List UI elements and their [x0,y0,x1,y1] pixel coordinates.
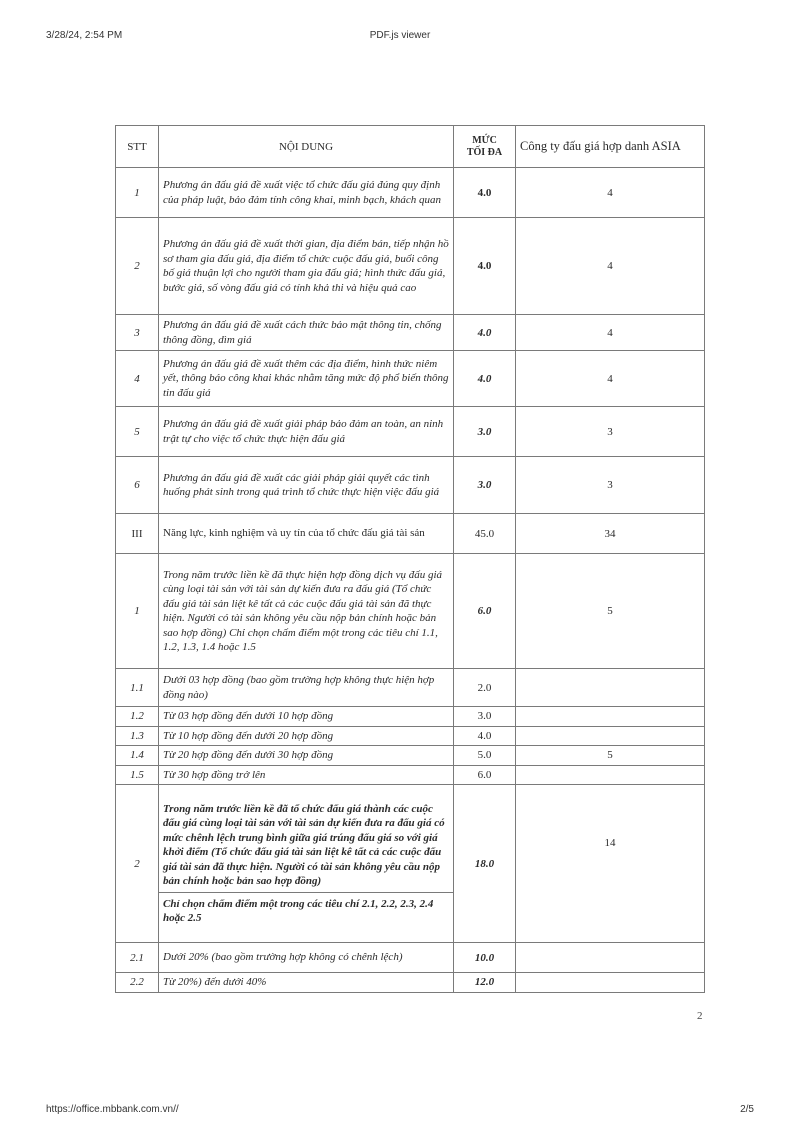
header-max-line1: MỨC [472,134,497,146]
table-row [116,765,705,785]
row-max: 6.0 [454,554,516,669]
row-stt: 1 [116,168,159,218]
row-stt: 2.2 [116,973,159,993]
row-stt: 2 [116,218,159,315]
row-stt: III [116,514,159,554]
page-url: https://office.mbbank.com.vn// [46,1104,179,1115]
table-row [116,746,705,766]
row-stt: 1.1 [116,669,159,707]
row-stt: 1.3 [116,726,159,746]
row-score: 5 [516,746,705,766]
row-content: Từ 03 hợp đồng đến dưới 10 hợp đồng [159,707,454,727]
document-page-number: 2 [697,1010,703,1022]
row-stt: 1.4 [116,746,159,766]
table-row [116,351,705,407]
row-score [516,973,705,993]
row-stt: 2.1 [116,943,159,973]
page-count: 2/5 [740,1104,754,1115]
table-row-section [116,514,705,554]
row-content: Trong năm trước liền kề đã tổ chức đấu giá thành các cuộc đấu giá cùng loại tài sản với tài sản dự kiến đưa ra đấu giá có mức chênh lệch trung bình giữa giá trúng đấu giá so với giá khởi điểm (Tổ chức đấu giá tài sản liệt kê tất cả các cuộc đấu giá tài sản đã thực hiện. Người có tài sản không yêu cầu nộp bản chính hoặc bản sao hợp đồng) [163,802,445,887]
row-score [516,765,705,785]
row-content-cell [159,785,454,943]
header-max-score [454,126,516,168]
row-content: Phương án đấu giá đề xuất việc tổ chức đấu giá đúng quy định của pháp luật, bảo đảm tính công khai, minh bạch, khách quan [159,168,454,218]
row-content: Phương án đấu giá đề xuất cách thức bảo mật thông tin, chống thông đồng, dìm giá [159,315,454,351]
row-score: 5 [516,554,705,669]
table-row [116,457,705,514]
row-note: Chỉ chọn chấm điểm một trong các tiêu chí 2.1, 2.2, 2.3, 2.4 hoặc 2.5 [159,892,453,929]
row-content: Trong năm trước liền kề đã thực hiện hợp đồng dịch vụ đấu giá cùng loại tài sản với tài sản dự kiến đưa ra đấu giá (Tổ chức đấu giá tài sản liệt kê tất cả các cuộc đấu giá tài sản đã thực hiện. Người có tài sản không yêu cầu nộp bản chính hoặc bản sao hợp đồng) Chỉ chọn chấm điểm một trong các tiêu chí 1.1, 1.2, 1.3, 1.4 hoặc 1.5 [159,554,454,669]
row-score [516,707,705,727]
row-content: Phương án đấu giá đề xuất giải pháp bảo đảm an toàn, an ninh trật tự cho việc tổ chức thực hiện đấu giá [159,407,454,457]
row-stt: 1 [116,554,159,669]
print-datetime: 3/28/24, 2:54 PM [46,30,123,41]
table-row [116,726,705,746]
row-max: 3.0 [454,707,516,727]
row-stt: 2 [116,785,159,943]
table-header-row [116,126,705,168]
viewer-title: PDF.js viewer [369,30,431,41]
table-row [116,707,705,727]
row-max: 10.0 [454,943,516,973]
row-score: 4 [516,218,705,315]
row-content: Phương án đấu giá đề xuất các giải pháp giải quyết các tình huống phát sinh trong quá trình tổ chức thực hiện việc đấu giá [159,457,454,514]
row-score: 3 [516,457,705,514]
scoring-table [115,125,705,993]
row-content: Từ 10 hợp đồng đến dưới 20 hợp đồng [159,726,454,746]
row-score: 4 [516,168,705,218]
row-content: Phương án đấu giá đề xuất thời gian, địa điểm bán, tiếp nhận hồ sơ tham gia đấu giá, địa điểm tổ chức cuộc đấu giá, buổi công bố giá thuận lợi cho người tham gia đấu giá; hình thức đấu giá, bước giá, số vòng đấu giá có tính khả thi và hiệu quả cao [159,218,454,315]
row-max: 18.0 [454,785,516,943]
row-content: Phương án đấu giá đề xuất thêm các địa điểm, hình thức niêm yết, thông báo công khai khác nhằm tăng mức độ phổ biến thông tin đấu giá [159,351,454,407]
table-row [116,407,705,457]
row-max: 6.0 [454,765,516,785]
row-max: 4.0 [454,315,516,351]
row-stt: 4 [116,351,159,407]
row-max: 3.0 [454,407,516,457]
row-score: 3 [516,407,705,457]
row-max: 45.0 [454,514,516,554]
row-max: 4.0 [454,726,516,746]
row-score [516,726,705,746]
header-stt: STT [116,126,159,168]
header-company: Công ty đấu giá hợp danh ASIA [516,126,705,168]
table-row [116,554,705,669]
row-stt: 1.5 [116,765,159,785]
row-stt: 5 [116,407,159,457]
row-max: 2.0 [454,669,516,707]
table-row [116,943,705,973]
row-max: 3.0 [454,457,516,514]
row-max: 4.0 [454,168,516,218]
table-row [116,669,705,707]
table-row [116,315,705,351]
row-max: 12.0 [454,973,516,993]
row-content: Dưới 20% (bao gồm trường hợp không có chênh lệch) [159,943,454,973]
row-stt: 1.2 [116,707,159,727]
row-content: Năng lực, kinh nghiệm và uy tín của tổ chức đấu giá tài sản [159,514,454,554]
table-row [116,168,705,218]
row-max: 4.0 [454,218,516,315]
table-row [116,973,705,993]
row-content: Từ 30 hợp đồng trở lên [159,765,454,785]
row-score: 4 [516,315,705,351]
table-row [116,785,705,943]
row-stt: 6 [116,457,159,514]
header-max-line2: TỐI ĐA [466,146,503,158]
row-stt: 3 [116,315,159,351]
row-score: 4 [516,351,705,407]
row-score: 14 [516,785,705,943]
row-max: 4.0 [454,351,516,407]
row-score [516,669,705,707]
row-score: 34 [516,514,705,554]
row-max: 5.0 [454,746,516,766]
row-score [516,943,705,973]
header-content: NỘI DUNG [159,126,454,168]
table-row [116,218,705,315]
row-content: Từ 20%) đến dưới 40% [159,973,454,993]
row-content: Từ 20 hợp đồng đến dưới 30 hợp đồng [159,746,454,766]
row-content: Dưới 03 hợp đồng (bao gồm trường hợp không thực hiện hợp đồng nào) [159,669,454,707]
